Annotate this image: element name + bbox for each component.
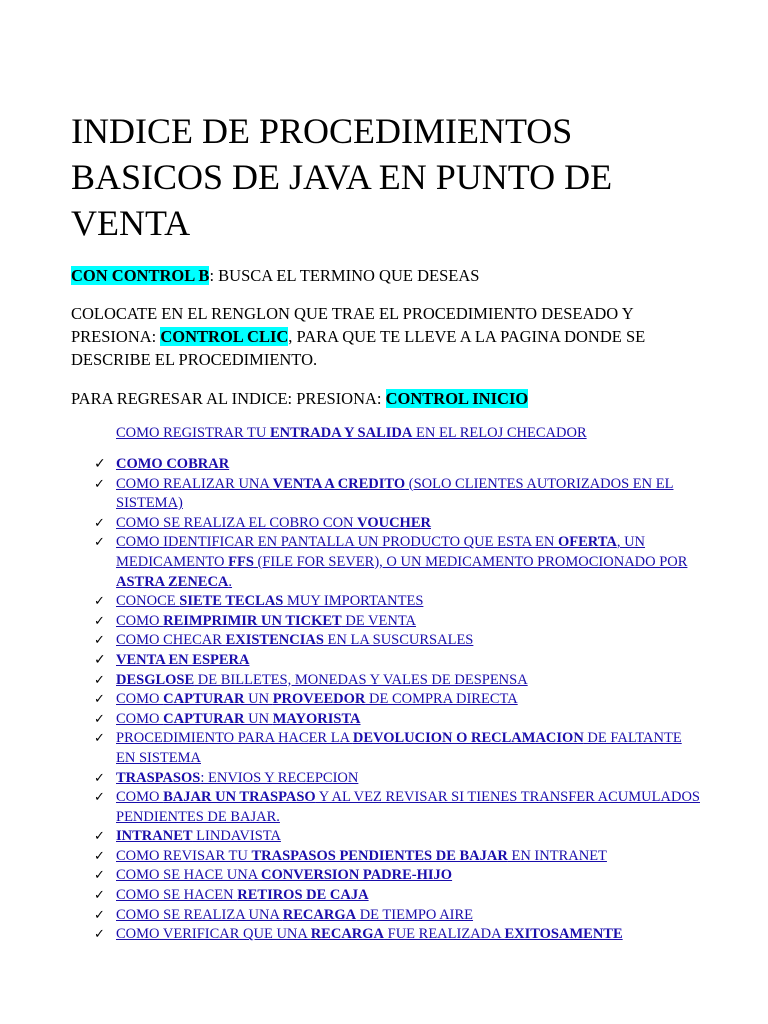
index-link-entrada-salida[interactable] (116, 425, 587, 441)
checkmark-icon: ✓ (94, 829, 105, 845)
link-bold-segment: EXISTENCIAS (225, 632, 324, 649)
search-instruction-text: : BUSCA EL TERMINO QUE DESEAS (209, 266, 480, 285)
return-key-highlight: CONTROL INICIO (385, 389, 529, 408)
checkmark-icon: ✓ (94, 907, 105, 923)
link-bold-segment: CONVERSION PADRE-HIJO (261, 867, 453, 884)
list-item (94, 455, 704, 475)
procedure-link[interactable] (116, 515, 431, 531)
link-text-segment: COMO (116, 612, 164, 629)
link-text-segment: FUE REALIZADA (384, 926, 505, 943)
link-text-segment: COMO (116, 789, 164, 806)
link-text-segment: : ENVIOS Y RECEPCION (200, 769, 359, 786)
checkmark-icon: ✓ (94, 692, 105, 708)
link-bold-segment: OFERTA (557, 534, 617, 551)
link-text-segment: Y AL VEZ REVISAR SI TIENES TRANSFER ACUMULADOS PENDIENTES DE BAJAR. (116, 789, 700, 825)
procedure-link[interactable] (116, 632, 473, 648)
link-bold-segment: RECARGA (310, 926, 385, 943)
procedure-link[interactable] (116, 828, 281, 844)
link-bold-segment: VOUCHER (357, 514, 431, 531)
link-text-segment: . (228, 573, 233, 590)
link-text-segment: COMO (116, 710, 164, 727)
list-item (94, 866, 704, 886)
link-bold-segment: FFS (228, 553, 254, 570)
link-bold-segment: REIMPRIMIR UN TICKET (163, 612, 342, 629)
checkmark-icon: ✓ (94, 731, 105, 747)
link-bold-segment: EXITOSAMENTE (504, 926, 623, 943)
list-item (94, 769, 704, 789)
link-text-segment: , UN MEDICAMENTO (116, 534, 646, 570)
procedure-link[interactable] (116, 456, 229, 472)
link-text-segment: DE TIEMPO AIRE (356, 906, 474, 923)
checkmark-icon: ✓ (94, 711, 105, 727)
checkmark-icon: ✓ (94, 651, 106, 668)
link-text-segment: COMO SE HACE UNA (116, 867, 262, 884)
first-link-row (116, 423, 587, 443)
link-bold-segment: CAPTURAR (163, 710, 245, 727)
link-text-segment: COMO CHECAR (116, 632, 226, 649)
procedure-link[interactable] (116, 652, 249, 668)
link-text-segment: EN LA SUSCURSALES (323, 632, 474, 649)
procedure-link[interactable] (116, 907, 473, 923)
list-item (94, 475, 704, 514)
list-item (94, 631, 704, 651)
list-item (94, 925, 704, 945)
link-bold-segment: CAPTURAR (163, 691, 245, 708)
checkmark-icon: ✓ (94, 515, 105, 531)
procedure-link[interactable] (116, 711, 361, 727)
procedure-link[interactable] (116, 672, 528, 688)
checkmark-icon: ✓ (94, 927, 105, 943)
procedure-link[interactable] (116, 789, 700, 825)
list-item (94, 533, 704, 592)
link-text-segment: EN EL RELOJ CHECADOR (412, 425, 587, 441)
link-bold-segment: VENTA A CREDITO (272, 475, 406, 492)
search-key-highlight: CON CONTROL B (71, 266, 210, 285)
list-item (94, 592, 704, 612)
link-text-segment: EN INTRANET (507, 847, 607, 864)
link-bold-segment: DEVOLUCION O RECLAMACION (352, 730, 584, 747)
place-instruction-tail: , PARA QUE TE LLEVE A LA PAGINA DONDE SE DESCRIBE EL PROCEDIMIENTO. (71, 327, 646, 369)
list-item (94, 847, 704, 867)
link-bold-segment: BAJAR UN TRASPASO (163, 789, 316, 806)
checkmark-icon: ✓ (94, 633, 105, 649)
procedure-link[interactable] (116, 534, 687, 589)
return-instruction-text: PARA REGRESAR AL INDICE: PRESIONA: (71, 389, 386, 408)
list-item (94, 788, 704, 827)
return-instruction (71, 387, 711, 410)
link-bold-segment: VENTA EN ESPERA (116, 651, 250, 668)
link-text-segment: UN (244, 710, 273, 727)
link-text-segment: UN (244, 691, 273, 708)
list-item (94, 886, 704, 906)
link-text-segment: COMO VERIFICAR QUE UNA (116, 926, 311, 943)
checkmark-icon: ✓ (94, 613, 105, 629)
link-text-segment: LINDAVISTA (192, 828, 281, 845)
link-bold-segment: RETIROS DE CAJA (237, 887, 369, 904)
search-instruction (71, 264, 711, 287)
place-instruction (71, 302, 711, 371)
checkmark-icon: ✓ (94, 535, 105, 551)
link-text-segment: DE FALTANTE EN SISTEMA (116, 730, 682, 766)
procedure-link[interactable] (116, 887, 369, 903)
link-text-segment: COMO REVISAR TU (116, 847, 252, 864)
checkmark-icon: ✓ (94, 476, 105, 492)
link-text-segment: CONOCE (116, 593, 180, 610)
place-key-highlight: CONTROL CLIC (160, 327, 289, 346)
list-item (94, 827, 704, 847)
checkmark-icon: ✓ (94, 456, 106, 472)
list-item (94, 514, 704, 534)
link-bold-segment: TRASPASOS (116, 769, 201, 786)
list-item (94, 612, 704, 632)
checkmark-icon: ✓ (94, 868, 105, 884)
procedure-link[interactable] (116, 848, 607, 864)
procedure-link[interactable] (116, 476, 673, 512)
checkmark-icon: ✓ (94, 848, 105, 864)
list-item (94, 651, 704, 671)
procedure-link[interactable] (116, 613, 416, 629)
link-bold-segment: ENTRADA Y SALIDA (270, 425, 413, 441)
checkmark-icon: ✓ (94, 672, 105, 688)
list-item (94, 690, 704, 710)
place-instruction-text: COLOCATE EN EL RENGLON QUE TRAE EL PROCEDIMIENTO DESEADO Y PRESIONA: (71, 304, 634, 346)
link-text-segment: DE VENTA (341, 612, 417, 629)
checkmark-icon: ✓ (94, 594, 105, 610)
link-text-segment: (FILE FOR SEVER), O UN MEDICAMENTO PROMOCIONADO POR (253, 553, 688, 570)
procedure-index-list (94, 455, 704, 945)
link-text-segment: PROCEDIMIENTO PARA HACER LA (116, 730, 353, 747)
link-text-segment: (SOLO CLIENTES AUTORIZADOS EN EL SISTEMA) (116, 475, 674, 512)
procedure-link[interactable] (116, 593, 423, 609)
link-text-segment: COMO SE REALIZA UNA (116, 906, 283, 923)
procedure-link[interactable] (116, 770, 358, 786)
link-text-segment: DE COMPRA DIRECTA (365, 691, 518, 708)
page-title: INDICE DE PROCEDIMIENTOS BASICOS DE JAVA EN PUNTO DE VENTA (71, 111, 613, 243)
link-text-segment: MUY IMPORTANTES (283, 593, 424, 610)
link-text-segment: COMO SE HACEN (116, 887, 238, 904)
procedure-link[interactable] (116, 867, 452, 883)
procedure-link[interactable] (116, 926, 623, 942)
link-text-segment: COMO SE REALIZA EL COBRO CON (116, 514, 358, 531)
checkmark-icon: ✓ (94, 790, 105, 806)
procedure-link[interactable] (116, 691, 518, 707)
link-text-segment: COMO REALIZAR UNA (116, 475, 273, 492)
link-text-segment: COMO REGISTRAR TU (116, 425, 271, 441)
link-bold-segment: TRASPASOS PENDIENTES DE BAJAR (251, 847, 508, 864)
link-bold-segment: PROVEEDOR (272, 691, 366, 708)
link-bold-segment: INTRANET (116, 828, 193, 845)
list-item (94, 729, 704, 768)
list-item (94, 671, 704, 691)
checkmark-icon: ✓ (94, 888, 105, 904)
link-bold-segment: SIETE TECLAS (179, 593, 284, 610)
checkmark-icon: ✓ (94, 770, 105, 786)
link-text-segment: COMO IDENTIFICAR EN PANTALLA UN PRODUCTO QUE ESTA EN (116, 534, 558, 551)
link-bold-segment: DESGLOSE (116, 671, 195, 688)
procedure-link[interactable] (116, 730, 682, 766)
list-item (94, 906, 704, 926)
link-bold-segment: COMO COBRAR (116, 456, 230, 472)
link-text-segment: DE BILLETES, MONEDAS Y VALES DE DESPENSA (194, 671, 528, 688)
link-bold-segment: RECARGA (282, 906, 357, 923)
link-bold-segment: ASTRA ZENECA (116, 573, 229, 590)
link-bold-segment: MAYORISTA (272, 710, 361, 727)
link-text-segment: COMO (116, 691, 164, 708)
list-item (94, 710, 704, 730)
